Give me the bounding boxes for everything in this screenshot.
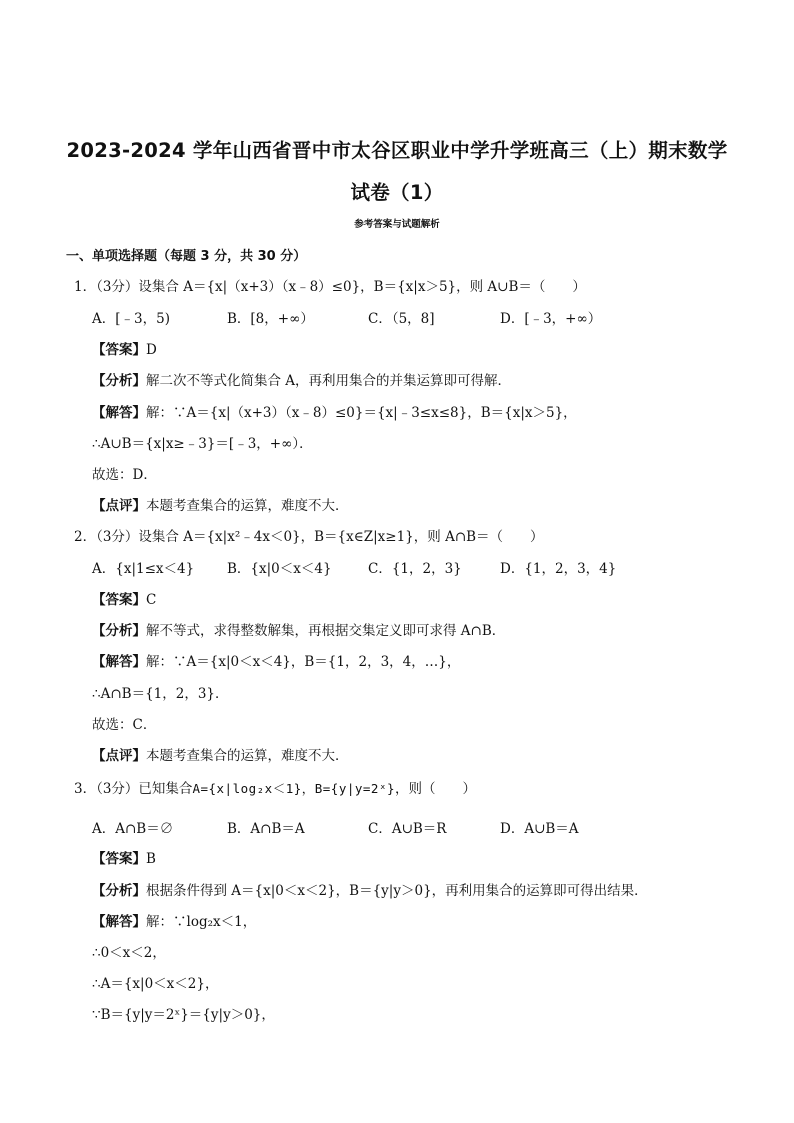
q3-option-c: C．A∪B＝R <box>368 821 447 837</box>
section-tag: 【分析】 <box>92 623 146 639</box>
q3-answer: 【答案】B <box>92 851 156 867</box>
q2-comment: 【点评】本题考查集合的运算，难度不大． <box>92 748 349 764</box>
q1-option-a: A．[﹣3，5) <box>92 311 170 327</box>
q3-stem <box>74 780 476 798</box>
section-tag: 【答案】 <box>92 342 146 358</box>
title-line-1: 2023-2024 学年山西省晋中市太谷区职业中学升学班高三（上）期末数学 <box>66 139 728 162</box>
q1-analysis: 【分析】解二次不等式化简集合 A，再利用集合的并集运算即可得解． <box>92 373 512 389</box>
subtitle: 参考答案与试题解析 <box>354 219 440 230</box>
q1-option-d: D．[﹣3，+∞） <box>500 311 602 327</box>
section-tag: 【点评】 <box>92 498 146 514</box>
q3-solution-2: ∴0＜x＜2， <box>92 945 166 961</box>
section-tag: 【解答】 <box>92 914 146 930</box>
q2-option-b: B．{x|0＜x＜4} <box>227 561 332 577</box>
section-tag: 【解答】 <box>92 405 146 421</box>
q3-analysis: 【分析】根据条件得到 A＝{x|0＜x＜2}，B＝{y|y＞0}，再利用集合的运算即可得出结果． <box>92 883 648 899</box>
q2-stem: 2．（3分）设集合 A＝{x|x²﹣4x＜0}，B＝{x∈Z|x≥1}，则 A∩B＝（ ） <box>74 529 544 545</box>
q2-solution-2: ∴A∩B＝{1，2，3}． <box>92 686 229 702</box>
q2-answer: 【答案】C <box>92 592 157 608</box>
q2-option-c: C．{1，2，3} <box>368 561 462 577</box>
q1-solution-1: 【解答】解：∵A＝{x|（x+3）（x﹣8）≤0}＝{x|﹣3≤x≤8}，B＝{x|x＞5}， <box>92 405 577 421</box>
section-tag: 【答案】 <box>92 851 146 867</box>
section-tag: 【分析】 <box>92 883 146 899</box>
q3-solution-1: 【解答】解：∵log₂x＜1， <box>92 914 257 930</box>
q3-solution-3: ∴A＝{x|0＜x＜2}， <box>92 976 219 992</box>
section-tag: 【答案】 <box>92 592 146 608</box>
q1-option-c: C．（5，8] <box>368 311 435 327</box>
section-tag: 【点评】 <box>92 748 146 764</box>
section-tag: 【解答】 <box>92 654 146 670</box>
q1-stem: 1．（3分）设集合 A＝{x|（x+3）（x﹣8）≤0}，B＝{x|x＞5}，则 A∪B＝（ ） <box>74 279 586 295</box>
q3-stem-prefix: 3．（3分）已知集合 <box>74 781 193 797</box>
title-line-2: 试卷（1） <box>350 181 444 204</box>
q1-answer: 【答案】D <box>92 342 157 358</box>
q2-choice: 故选：C． <box>92 717 157 733</box>
q3-stem-math: A={x|log₂x＜1}，B={y|y=2ˣ} <box>192 781 396 796</box>
q1-option-b: B．[8，+∞） <box>227 311 314 327</box>
section-heading: 一、单项选择题（每题 3 分，共 30 分） <box>66 249 307 264</box>
q3-option-d: D．A∪B＝A <box>500 821 579 837</box>
q2-option-d: D．{1，2，3，4} <box>500 561 617 577</box>
q2-option-a: A．{x|1≤x＜4} <box>92 561 195 577</box>
q3-solution-4: ∵B＝{y|y＝2ˣ}＝{y|y＞0}， <box>92 1007 275 1023</box>
q1-comment: 【点评】本题考查集合的运算，难度不大． <box>92 498 349 514</box>
q1-solution-2: ∴A∪B＝{x|x≥﹣3}＝[﹣3，+∞）． <box>92 436 313 452</box>
q1-choice: 故选：D． <box>92 467 157 483</box>
q3-option-a: A．A∩B＝∅ <box>92 821 174 837</box>
section-tag: 【分析】 <box>92 373 146 389</box>
q3-option-b: B．A∩B＝A <box>227 821 305 837</box>
q2-analysis: 【分析】解不等式，求得整数解集，再根据交集定义即可求得 A∩B． <box>92 623 506 639</box>
q3-stem-suffix: ，则（ ） <box>395 781 477 797</box>
q2-solution-1: 【解答】解：∵A＝{x|0＜x＜4}，B＝{1，2，3，4，…}， <box>92 654 461 670</box>
